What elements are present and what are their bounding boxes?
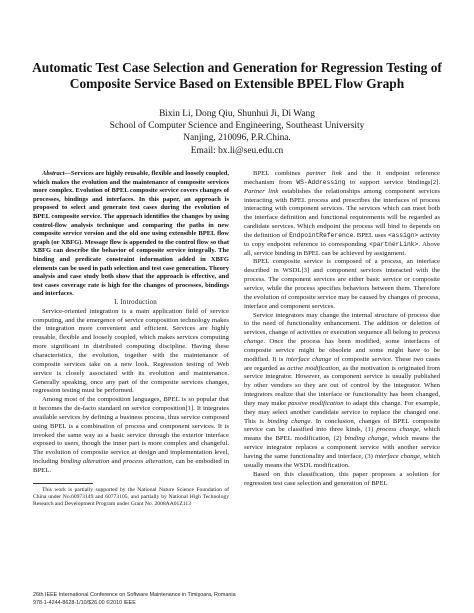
intro-paragraph-1: Service-oriented integration is a main application field of service computing, and the emergence of service composition technology makes the integration more convenient and efficient. Services are highly reusable, flexible and loosely coupled, which makes services computing more significant in distributed computing discipline. Having these characteristics, the evolution, together with the maintenance of composite services take on a new look. Regression testing of Web service is closely associated with its evolution and maintenance. Generally speaking, once any part of the composite services changes, regression testing must be performed. [33,307,229,395]
author-address: Nanjing, 210096, P.R.China. [183,133,291,144]
left-column [33,170,229,508]
abstract-text: —Services are highly reusable, flexible and loosely coupled, which makes the evolution and the maintenance of composite services more complex. Evolution of BPEL composite service covers changes of processes, bindings and interfaces. In this paper, an approach is proposed to select and generate test cases during the evolution of BPEL composite service. The approach identifies the changes by using control-flow analysis technique and comparing the paths in new composite service version and the old one using extensible BPEL flow graph (or XBFG). Message flow is appended to the control flow so that XBFG can describe the behavior of composite service integrally. The binding and predicate constraint information added in XBFG elements can be used in path selection and test case generation. Theory analysis and case study both show that the approach is effective, and test cases coverage rate is high for the changes of processes, bindings and interfaces. [33,170,230,298]
right-paragraph-2: BPEL composite service is composed of a process, an interface described in WSDL[3] and component services interacted with the process. The component services are either basic service or composite service, while the process specifies behaviors between them. Therefore the evolution of composite service may be caused by changes of process, interface and component services. [244,258,440,310]
right-column [244,170,440,488]
abstract-label: Abstract [42,170,65,177]
funding-footnote: This work is partially supported by the National Nature Science Foundation of China under No.60973149 and 60773105, and partially by National High Technology Research and Development Program under Grant No. 2008AA01Z113 [33,486,229,507]
footnote-divider [33,483,93,484]
paper-title: Automatic Test Case Selection and Generation for Regression Testing of Composite Service Based on Extensible BPEL Flow Graph [32,60,442,91]
right-paragraph-3: Service integrators may change the internal structure of process due to the need of functionality enhancement. The addition or deletion of services, change of activities or execution sequence all belong to process change. Once the process has been modified, some interfaces of composite service might be obsolete and some might have to be modified. It is interface change of composite service. These two cases are regarded as active modification, as the motivation is originated from service integrator. However, as component service is usually published by other vendors so they are out of control by the integrator. When integrators realize that the interface or functionality has been changed, they may make passive modification to adapt this change. For example, they may select another candidate service to replace the changed one. This is binding change. In conclusion, changes of BPEL composite service can be classified into three kinds, (1) process change, which means the BPEL modification, (2) binding change, which means the service integrator replaces a component service with another service having the same functionality and interface, (3) interface change, which usually means the WSDL modification. [244,311,441,469]
abstract [33,170,229,299]
isbn-copyright: 978-1-4244-8628-1/10/$26.00 ©2010 IEEE [33,600,136,607]
right-paragraph-1: BPEL combines partner link and the it endpoint reference mechanism from WS-Addressing to support service bindings[2]. Partner link establishes the relationships among component services interacting with BPEL process and prescribes the interfaces of process interacting with component services. The services which can meet both the interface definition and functional requirements will be regarded as candidate services. Which endpoint the process will bind to depends on the definition of EndpointReference. BPEL uses <assign> activity to copy endpoint reference to corresponding <partnerLink>. Above all, service binding in BPEL can be achieved by assignment. [244,170,441,257]
author-email: Email: bx.li@seu.edu.cn [190,145,284,156]
section-heading-introduction: I. Introduction [114,298,157,306]
author-affiliation: School of Computer Science and Engineering, Southeast University [109,121,365,132]
intro-paragraph-2: Among most of the composition languages, BPEL is so popular that it becomes the de-facto standard on service composition[1]. It integrates available services by defining a business process, thus service composed using BPEL is a combination of process and component services. It is invoked the same way as a basic service through the exterior interface exposed to users, though the inner part is more complex and changeful. The evolution of composite service at design and implementation level, including binding alteration and process alteration, can be embodied in BPEL. [33,396,230,474]
right-paragraph-4: Based on this classification, this paper proposes a solution for regression test case selection and generation of BPEL [244,470,440,487]
conference-name: 26th IEEE International Conference on Software Maintenance in Timişoara, Romania [33,592,236,598]
author-block [24,108,450,157]
conference-footer [33,591,236,608]
author-names: Bixin Li, Dong Qiu, Shunhui Ji, Di Wang [159,109,315,119]
